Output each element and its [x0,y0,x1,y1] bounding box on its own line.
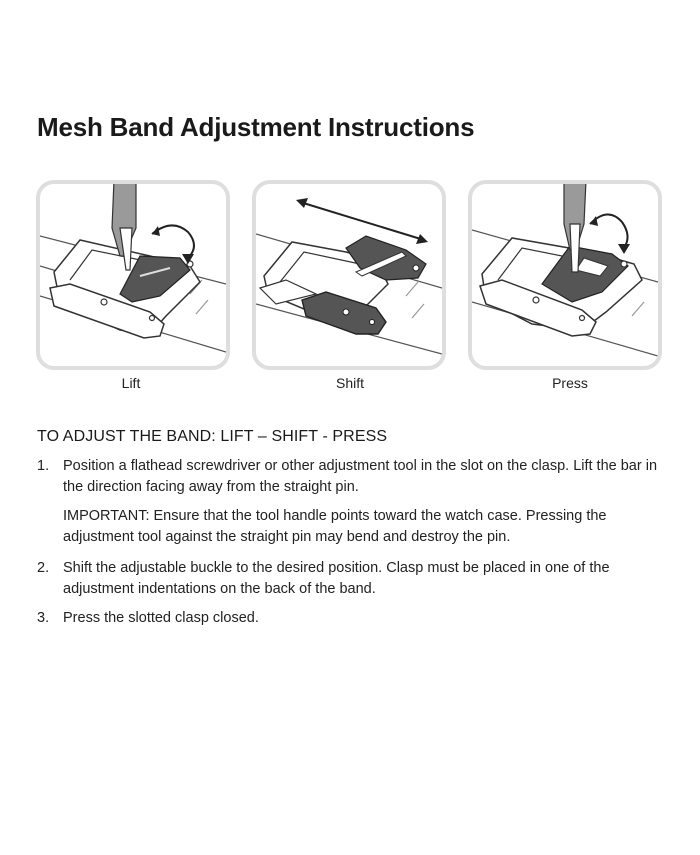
shift-illustration [256,184,442,366]
lift-panel [36,180,230,370]
caption-shift: Shift [335,375,364,391]
step-text: Shift the adjustable buckle to the desired position. Clasp must be placed in one of the adjustment indentations on the back of the band. [63,560,610,597]
shift-panel [252,180,446,370]
step-number: 3. [37,610,50,626]
caption-press: Press [552,375,588,391]
press-illustration [472,184,658,366]
lift-illustration [40,184,226,366]
step-number: 2. [37,560,50,576]
step-text: Press the slotted clasp closed. [63,610,259,626]
step-2 [37,558,667,600]
step-1 [37,456,667,548]
steps-heading: TO ADJUST THE BAND: LIFT – SHIFT - PRESS [37,428,388,445]
press-panel [468,180,662,370]
important-note: IMPORTANT: Ensure that the tool handle points toward the watch case. Pressing the adjustment tool against the straight pin may bend and destroy the pin. [63,508,607,545]
caption-lift: Lift [121,375,141,391]
step-3 [37,608,667,629]
step-text: Position a flathead screwdriver or other adjustment tool in the slot on the clasp. Lift the bar in the direction facing away from the straight pin. [63,458,658,495]
page-title: Mesh Band Adjustment Instructions [37,112,475,142]
step-number: 1. [37,458,50,474]
